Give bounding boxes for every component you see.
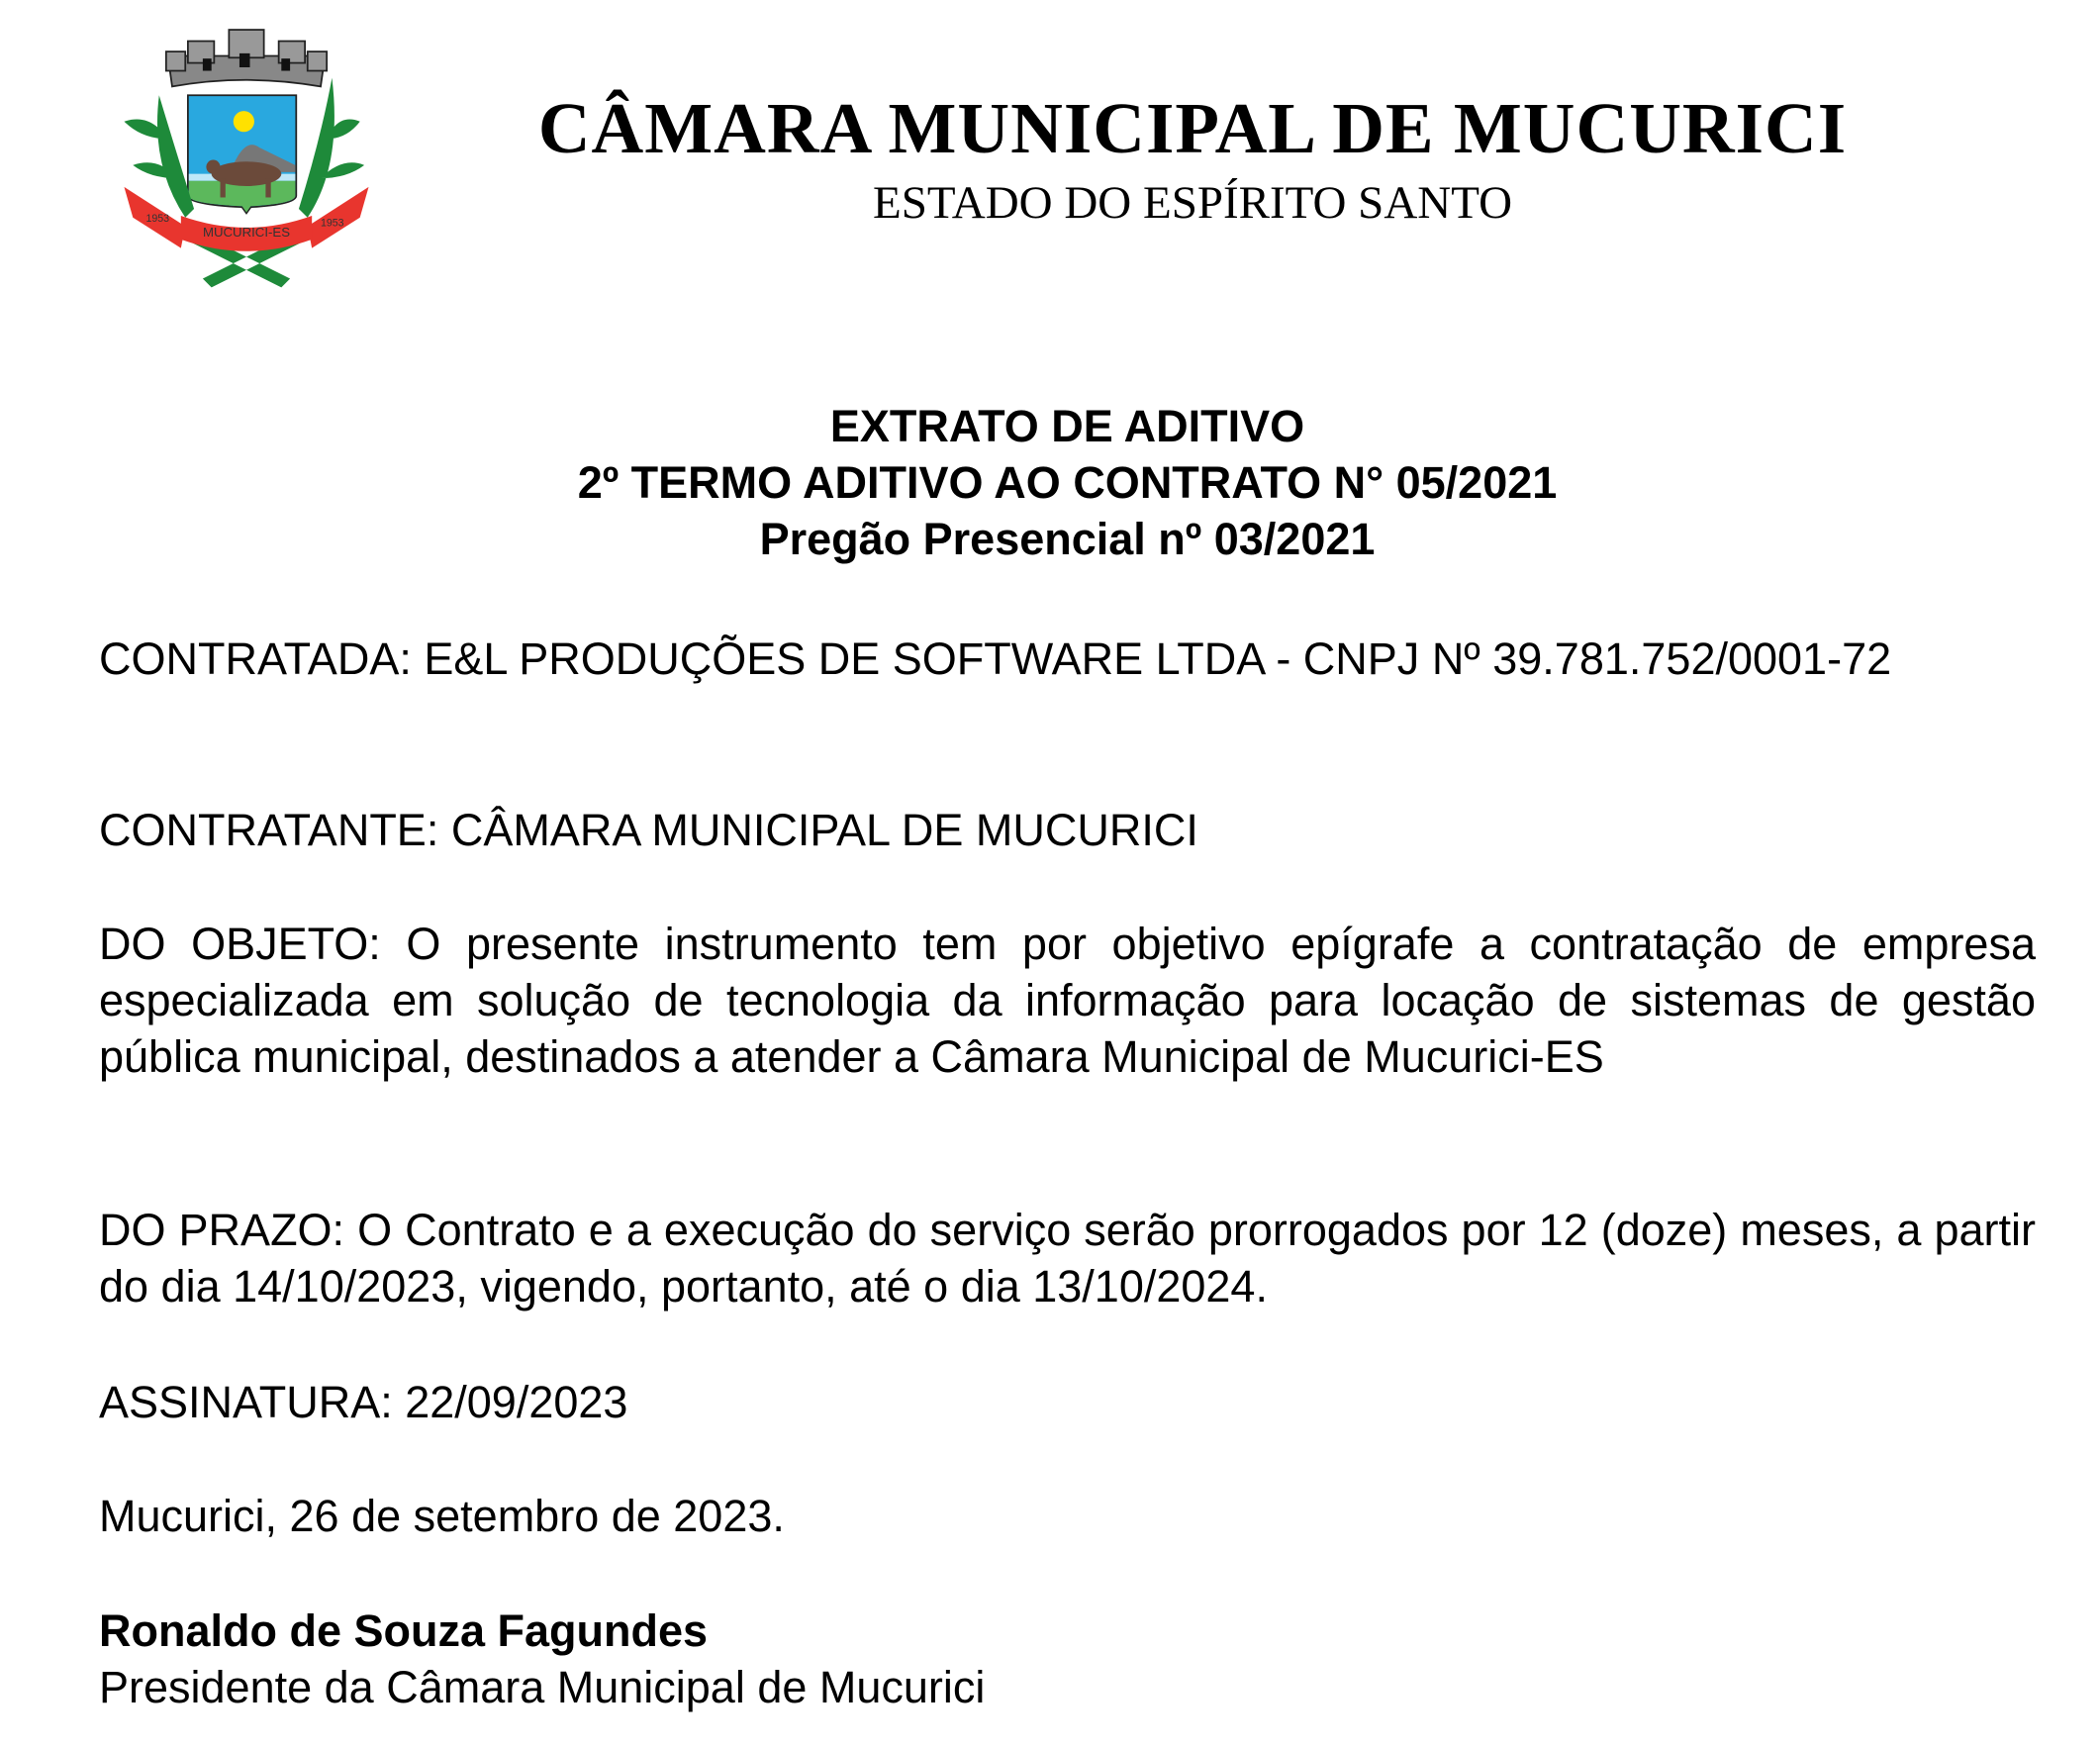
signatory-name: Ronaldo de Souza Fagundes [99, 1605, 709, 1656]
heading-line-2: 2º TERMO ADITIVO AO CONTRATO N° 05/2021 [577, 457, 1558, 508]
svg-text:MUCURICI-ES: MUCURICI-ES [202, 225, 291, 241]
document-heading [99, 398, 2036, 567]
objeto-paragraph: DO OBJETO: O presente instrumento tem por objetivo epígrafe a contratação de empresa especializada em solução de tecnologia da informação para locação de sistemas de gestão pública municipal, destinados a atender a Câmara Municipal de Mucurici-ES [99, 919, 2036, 1082]
contratante-paragraph: CONTRATANTE: CÂMARA MUNICIPAL DE MUCURICI [99, 805, 1198, 855]
prazo-paragraph: DO PRAZO: O Contrato e a execução do serviço serão prorrogados por 12 (doze) meses, a partir do dia 14/10/2023, vigendo, portanto, até o dia 13/10/2024. [99, 1205, 2036, 1312]
institution-subtitle: ESTADO DO ESPÍRITO SANTO [872, 177, 1513, 229]
municipal-coat-of-arms-logo [98, 12, 395, 301]
assinatura-paragraph: ASSINATURA: 22/09/2023 [99, 1377, 628, 1427]
svg-text:1953: 1953 [145, 213, 170, 226]
place-date: Mucurici, 26 de setembro de 2023. [99, 1491, 785, 1541]
mural-crown-icon [166, 30, 327, 86]
svg-text:1953: 1953 [321, 217, 344, 230]
shield-icon [188, 95, 296, 213]
heading-line-3: Pregão Presencial nº 03/2021 [759, 514, 1376, 564]
heading-line-1: EXTRATO DE ADITIVO [829, 401, 1305, 451]
institution-title: CÂMARA MUNICIPAL DE MUCURICI [537, 88, 1848, 168]
signatory-role: Presidente da Câmara Municipal de Mucurici [99, 1662, 986, 1712]
contratada-paragraph: CONTRATADA: E&L PRODUÇÕES DE SOFTWARE LTDA - CNPJ Nº 39.781.752/0001-72 [99, 633, 1892, 684]
